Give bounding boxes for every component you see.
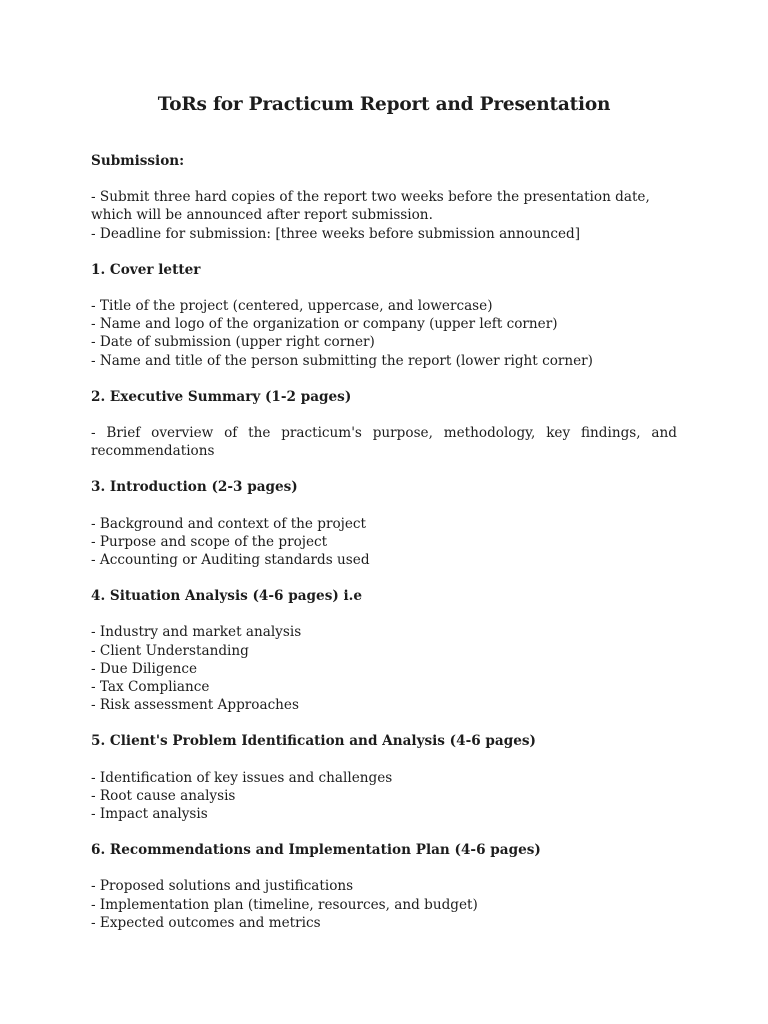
list-item: - Submit three hard copies of the report two weeks before the presentation date, which will be announced after report submission.	[91, 189, 650, 224]
section-heading: Submission:	[91, 153, 185, 169]
list-item: - Proposed solutions and justifications	[91, 878, 354, 895]
list-item: - Implementation plan (timeline, resources, and budget)	[91, 896, 478, 913]
list-item: - Date of submission (upper right corner)	[91, 334, 375, 351]
list-item: - Accounting or Auditing standards used	[91, 552, 370, 569]
list-item: - Purpose and scope of the project	[91, 533, 328, 550]
section-heading: 5. Client's Problem Identification and Analysis (4-6 pages)	[91, 733, 536, 750]
section-heading: 4. Situation Analysis (4-6 pages) i.e	[91, 588, 363, 605]
list-item: - Identification of key issues and challenges	[91, 769, 393, 786]
list-item: - Risk assessment Approaches	[91, 697, 299, 714]
list-item: - Title of the project (centered, uppercase, and lowercase)	[91, 298, 493, 315]
list-item: - Impact analysis	[91, 806, 208, 823]
section-heading: 3. Introduction (2-3 pages)	[91, 479, 298, 496]
list-item: - Name and title of the person submitting the report (lower right corner)	[91, 352, 593, 369]
section-heading: 1. Cover letter	[91, 261, 201, 278]
section-recommendations	[91, 841, 677, 932]
section-heading: 2. Executive Summary (1-2 pages)	[91, 388, 352, 405]
section-situation-analysis	[91, 587, 677, 714]
section-introduction	[91, 478, 677, 569]
list-item: - Background and context of the project	[91, 515, 367, 532]
section-cover-letter	[91, 261, 677, 370]
list-item: - Name and logo of the organization or company (upper left corner)	[91, 316, 558, 333]
section-problem-identification	[91, 732, 677, 823]
list-item: - Expected outcomes and metrics	[91, 914, 321, 931]
section-executive-summary	[91, 388, 677, 461]
page-title: ToRs for Practicum Report and Presentation	[157, 94, 611, 115]
list-item: - Deadline for submission: [three weeks before submission announced]	[91, 225, 581, 242]
section-submission	[91, 152, 677, 243]
list-item: - Root cause analysis	[91, 787, 236, 804]
list-item: - Industry and market analysis	[91, 624, 302, 641]
list-item: - Due Diligence	[91, 660, 198, 677]
list-item: - Client Understanding	[91, 642, 249, 659]
section-heading: 6. Recommendations and Implementation Plan (4-6 pages)	[91, 842, 541, 859]
document-body	[91, 152, 677, 950]
list-item: - Brief overview of the practicum's purpose, methodology, key findings, and recommendations	[91, 425, 677, 460]
list-item: - Tax Compliance	[91, 679, 210, 696]
